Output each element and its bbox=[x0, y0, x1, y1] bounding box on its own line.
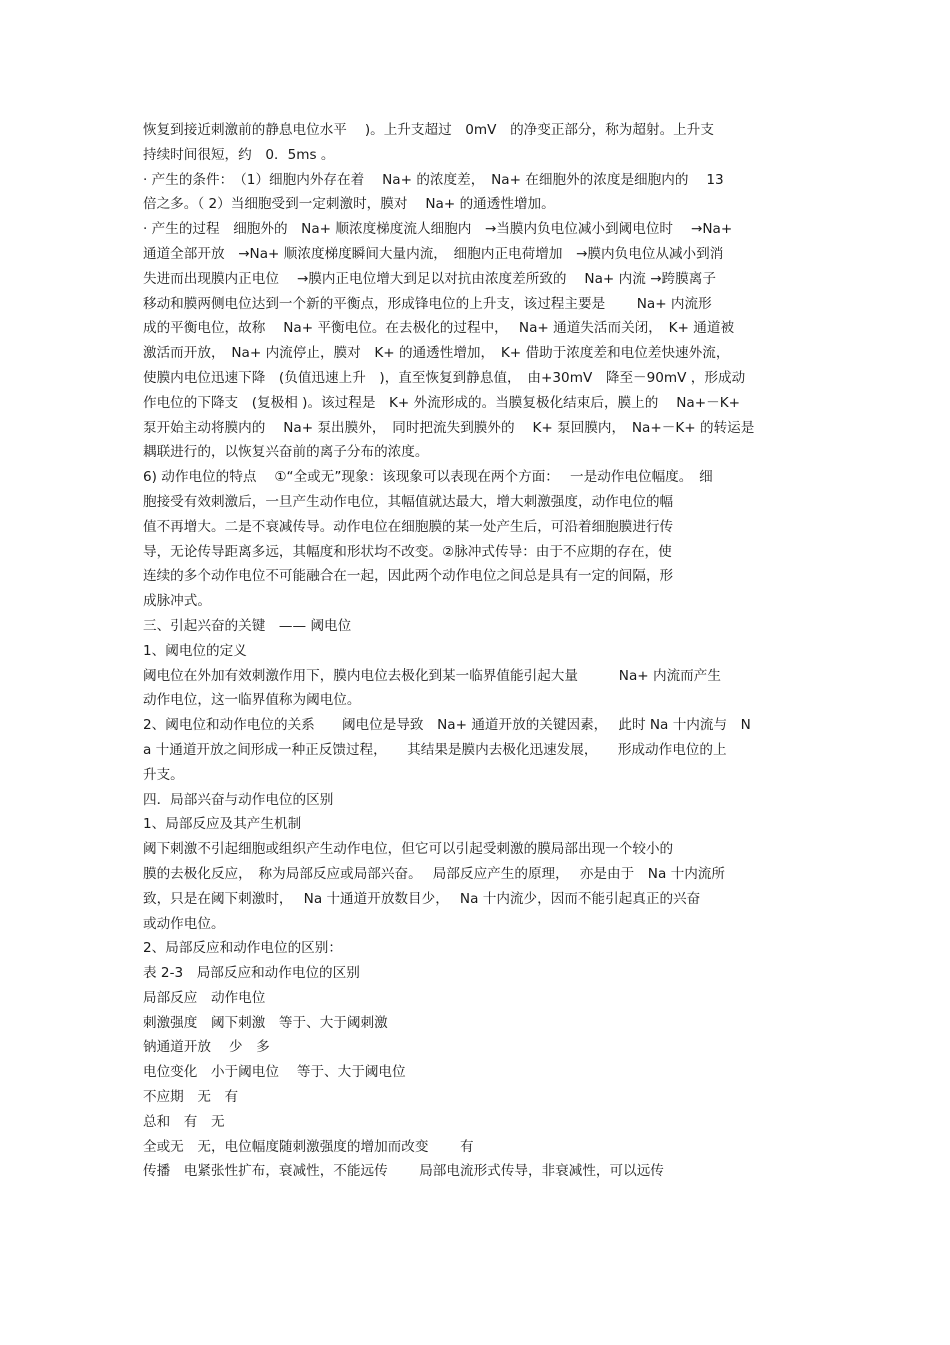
text-line: 耦联进行的，以恢复兴奋前的离子分布的浓度。 bbox=[143, 444, 429, 461]
text-line: 动作电位，这一临界值称为阈电位。 bbox=[143, 692, 361, 709]
table-row: 电位变化 小于阈电位 等于、大于阈电位 bbox=[143, 1064, 406, 1081]
table-row: 传播 电紧张性扩布，衰减性，不能远传 局部电流形式传导，非衰减性，可以远传 bbox=[143, 1163, 664, 1180]
text-line: 恢复到接近刺激前的静息电位水平 )。上升支超过 0mV 的净变正部分，称为超射。上升支 bbox=[143, 122, 714, 138]
text-line: 或动作电位。 bbox=[143, 915, 225, 932]
section-heading: 三、引起兴奋的关键 —— 阈电位 bbox=[143, 617, 352, 634]
text-line: 作电位的下降支 (复极相 )。该过程是 K+ 外流形成的。当膜复极化结束后，膜上的 Na+－K+ bbox=[143, 394, 741, 411]
table-row: 不应期 无 有 bbox=[143, 1089, 239, 1106]
text-line: 持续时间很短，约 0．5ms 。 bbox=[143, 146, 335, 163]
table-caption: 表 2-3 局部反应和动作电位的区别 bbox=[143, 965, 360, 982]
table-row: 刺激强度 阈下刺激 等于、大于阈刺激 bbox=[143, 1014, 388, 1031]
table-row: 局部反应 动作电位 bbox=[143, 989, 266, 1006]
text-line: · 产生的过程 细胞外的 Na+ 顺浓度梯度流人细胞内 →当膜内负电位减小到阈电位时 →Na+ bbox=[143, 221, 733, 238]
text-line: 失进而出现膜内正电位 →膜内正电位增大到足以对抗由浓度差所致的 Na+ 内流 →跨膜离子 bbox=[143, 270, 716, 287]
text-line: 使膜内电位迅速下降 (负值迅速上升 )，直至恢复到静息值， 由+30mV 降至－90mV ，形成动 bbox=[143, 369, 746, 386]
section-heading: 四．局部兴奋与动作电位的区别 bbox=[143, 791, 334, 808]
text-line: a 十通道开放之间形成一种正反馈过程， 其结果是膜内去极化迅速发展， 形成动作电位的上 bbox=[143, 741, 727, 758]
text-line: 连续的多个动作电位不可能融合在一起，因此两个动作电位之间总是具有一定的间隔，形 bbox=[143, 568, 674, 585]
text-line: · 产生的条件： （1）细胞内外存在着 Na+ 的浓度差， Na+ 在细胞外的浓度是细胞内的 13 bbox=[143, 171, 724, 188]
text-line: 6) 动作电位的特点 ①“全或无”现象：该现象可以表现在两个方面： 一是动作电位幅度。 细 bbox=[143, 469, 713, 486]
text-line: 成的平衡电位，故称 Na+ 平衡电位。在去极化的过程中， Na+ 通道失活而关闭， K+ 通道被 bbox=[143, 320, 735, 337]
document-body bbox=[143, 118, 813, 1184]
text-line: 升支。 bbox=[143, 766, 184, 783]
text-line: 泵开始主动将膜内的 Na+ 泵出膜外， 同时把流失到膜外的 K+ 泵回膜内， Na+－K+ 的转运是 bbox=[143, 419, 755, 436]
text-line: 激活而开放， Na+ 内流停止，膜对 K+ 的通透性增加， K+ 借助于浓度差和电位差快速外流， bbox=[143, 345, 730, 362]
text-line: 成脉冲式。 bbox=[143, 593, 211, 610]
subsection-heading: 2、局部反应和动作电位的区别： bbox=[143, 940, 342, 957]
text-line: 导，无论传导距离多远，其幅度和形状均不改变。②脉冲式传导：由于不应期的存在，使 bbox=[143, 543, 672, 560]
text-line: 致，只是在阈下刺激时， Na 十通道开放数目少， Na 十内流少，因而不能引起真正的兴奋 bbox=[143, 890, 701, 907]
table-row: 全或无 无，电位幅度随刺激强度的增加而改变 有 bbox=[143, 1138, 474, 1155]
text-line: 阈电位在外加有效刺激作用下，膜内电位去极化到某一临界值能引起大量 Na+ 内流而产生 bbox=[143, 667, 721, 684]
subsection-heading: 1、局部反应及其产生机制 bbox=[143, 816, 302, 833]
table-row: 钠通道开放 少 多 bbox=[143, 1039, 270, 1056]
text-line: 移动和膜两侧电位达到一个新的平衡点，形成锋电位的上升支，该过程主要是 Na+ 内流形 bbox=[143, 295, 712, 312]
text-line: 胞接受有效刺激后，一旦产生动作电位，其幅值就达最大，增大刺激强度，动作电位的幅 bbox=[143, 493, 674, 510]
subsection-heading: 1、阈电位的定义 bbox=[143, 642, 247, 659]
text-line: 膜的去极化反应， 称为局部反应或局部兴奋。 局部反应产生的原理， 亦是由于 Na 十内流所 bbox=[143, 865, 725, 882]
text-line: 2、阈电位和动作电位的关系 阈电位是导致 Na+ 通道开放的关键因素， 此时 Na 十内流与 N bbox=[143, 717, 751, 734]
text-line: 倍之多。（ 2）当细胞受到一定刺激时，膜对 Na+ 的通透性增加。 bbox=[143, 196, 555, 213]
text-line: 通道全部开放 →Na+ 顺浓度梯度瞬间大量内流， 细胞内正电荷增加 →膜内负电位从减小到消 bbox=[143, 245, 724, 262]
text-line: 值不再增大。二是不衰减传导。动作电位在细胞膜的某一处产生后，可沿着细胞膜进行传 bbox=[143, 518, 674, 535]
table-row: 总和 有 无 bbox=[143, 1113, 225, 1130]
text-line: 阈下刺激不引起细胞或组织产生动作电位，但它可以引起受刺激的膜局部出现一个较小的 bbox=[143, 841, 674, 858]
